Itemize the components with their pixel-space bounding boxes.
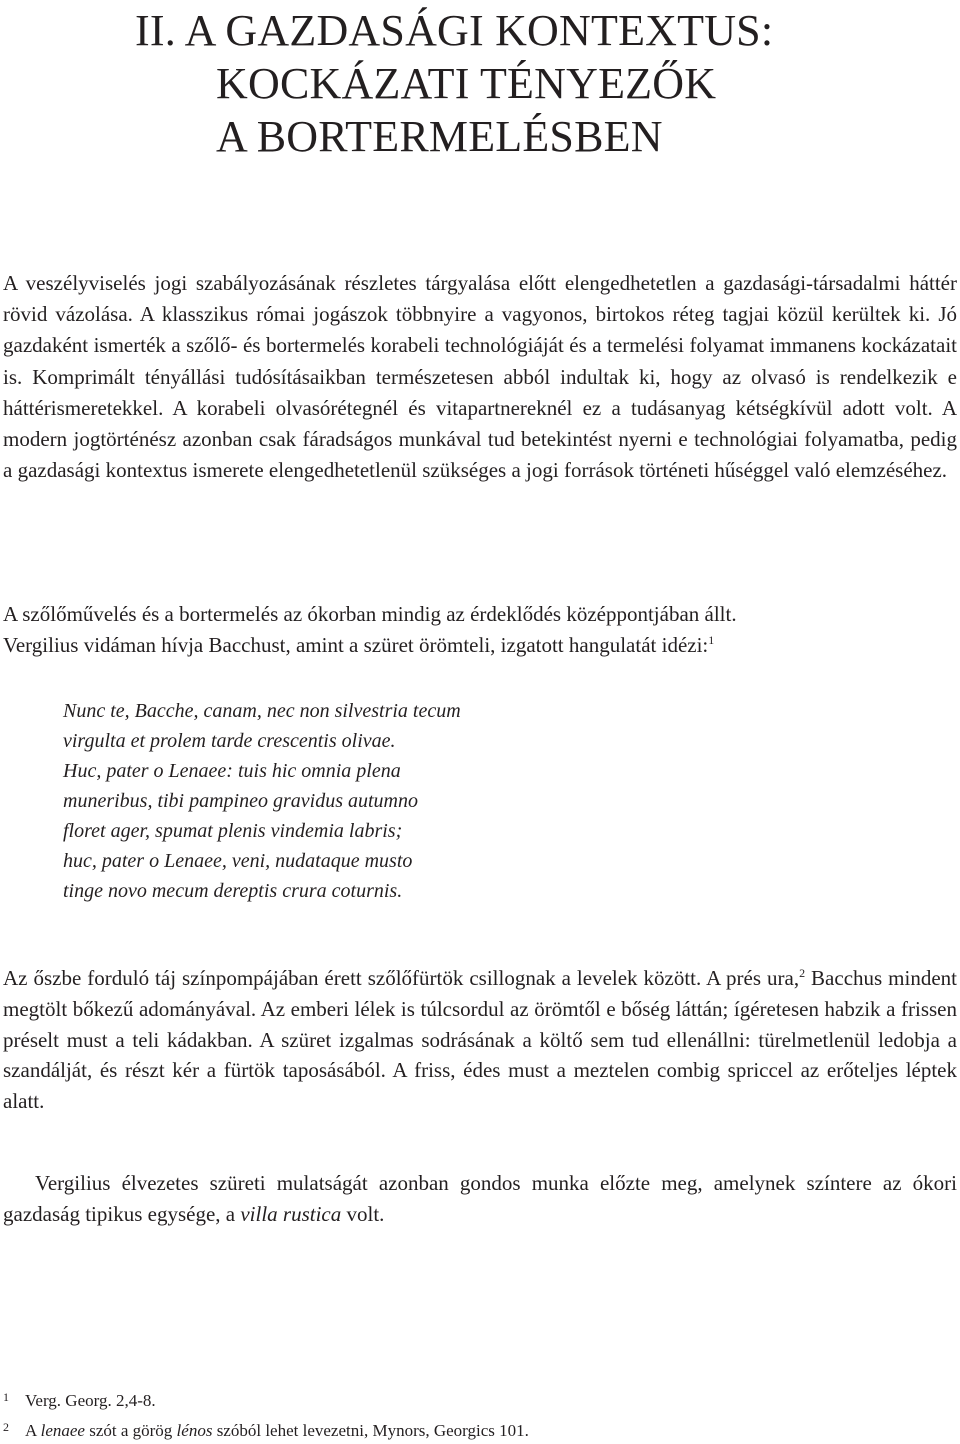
chapter-title-line-3: A BORTERMELÉSBEN [216, 112, 663, 161]
body-paragraph-2 [3, 599, 957, 661]
paragraph-3-text-b: Bacchus mindent megtölt bőkezű adományával. Az emberi lélek is túlcsordul az örömtől e bőség láttán; ígéretesen habzik a frissen préselt must a teli kádakban. A szüret izgalmas sodrásának a költő sem tud ellenállni: türelmetlenül ledobja a szandálját, és részt kér a fürtök taposásából. A friss, édes must a meztelen combig spriccel az erőteljes léptek alatt. [3, 966, 957, 1114]
paragraph-4-text-b: volt. [341, 1201, 385, 1226]
latin-quotation [63, 696, 663, 906]
footnote-1 [3, 1384, 903, 1414]
body-paragraph-1: A veszélyviselés jogi szabályozásának részletes tárgyalása előtt elengedhetetlen a gazdasági-társadalmi háttér rövid vázolása. A klasszikus római jogászok többnyire a vagyonos, birtokos réteg tagjai közül kerültek ki. Jó gazdaként ismerték a szőlő- és bortermelés korabeli technológiáját és a termelési folyamat immanens kockázatait is. Komprimált tényállási tudósításaikban természetesen abból indultak ki, hogy az olvasó is rendelkezik e háttérismeretekkel. A korabeli olvasórétegnél és vitapartnereknél ez a tudásanyag kétségkívül adott volt. A modern jogtörténész azonban csak fáradságos munkával tud betekintést nyerni e technológiai folyamatba, pedig a gazdasági kontextus ismerete elengedhetetlenül szükséges a jogi források történeti hűséggel való elemzéséhez. [3, 271, 957, 483]
paragraph-4-italic-term: villa rustica [240, 1201, 342, 1226]
footnote-number: 2 [3, 1420, 9, 1434]
footnote-italic-term: lenaee [40, 1421, 85, 1440]
footnote-text: Verg. Georg. 2,4-8. [25, 1391, 156, 1410]
poem-line: muneribus, tibi pampineo gravidus autumno [63, 790, 418, 812]
footnote-ref-1[interactable]: 1 [708, 633, 715, 647]
poem-line: tinge novo mecum dereptis crura coturnis. [63, 880, 403, 902]
body-paragraph-4 [3, 1168, 957, 1230]
footnote-2 [3, 1414, 903, 1444]
chapter-title [135, 4, 895, 163]
paragraph-2-line-2: Vergilius vidáman hívja Bacchust, amint a szüret örömteli, izgatott hangulatát idézi: [3, 633, 709, 657]
footnote-italic-term: lénos [176, 1421, 213, 1440]
body-paragraph-3 [3, 963, 957, 1117]
poem-line: floret ager, spumat plenis vindemia labris; [63, 820, 403, 842]
paragraph-2-line-1: A szőlőművelés és a bortermelés az ókorban mindig az érdeklődés középpontjában állt. [3, 602, 737, 626]
footnote-ref-2[interactable]: 2 [799, 966, 806, 980]
footnote-text-b: szót a görög [84, 1421, 177, 1440]
poem-line: Nunc te, Bacche, canam, nec non silvestria tecum [63, 700, 461, 722]
paragraph-3-text-a: Az őszbe forduló táj színpompájában érett szőlőfürtök csillognak a levelek között. A prés ura, [3, 966, 800, 990]
poem-line: virgulta et prolem tarde crescentis olivae. [63, 730, 396, 752]
paragraph-4-text-a: Vergilius élvezetes szüreti mulatságát azonban gondos munka előzte meg, amelynek színtere az ókori gazdaság tipikus egysége, a [3, 1171, 957, 1226]
footnotes [3, 1384, 903, 1444]
footnote-number: 1 [3, 1390, 9, 1404]
chapter-title-line-2: KOCKÁZATI TÉNYEZŐK [216, 59, 717, 108]
chapter-title-line-1: II. A GAZDASÁGI KONTEXTUS: [135, 6, 774, 55]
footnote-text-c: szóból lehet levezetni, Mynors, Georgics 101. [212, 1421, 529, 1440]
poem-line: Huc, pater o Lenaee: tuis hic omnia plena [63, 760, 401, 782]
poem-line: huc, pater o Lenaee, veni, nudataque musto [63, 850, 413, 872]
footnote-text-a: A [25, 1421, 41, 1440]
